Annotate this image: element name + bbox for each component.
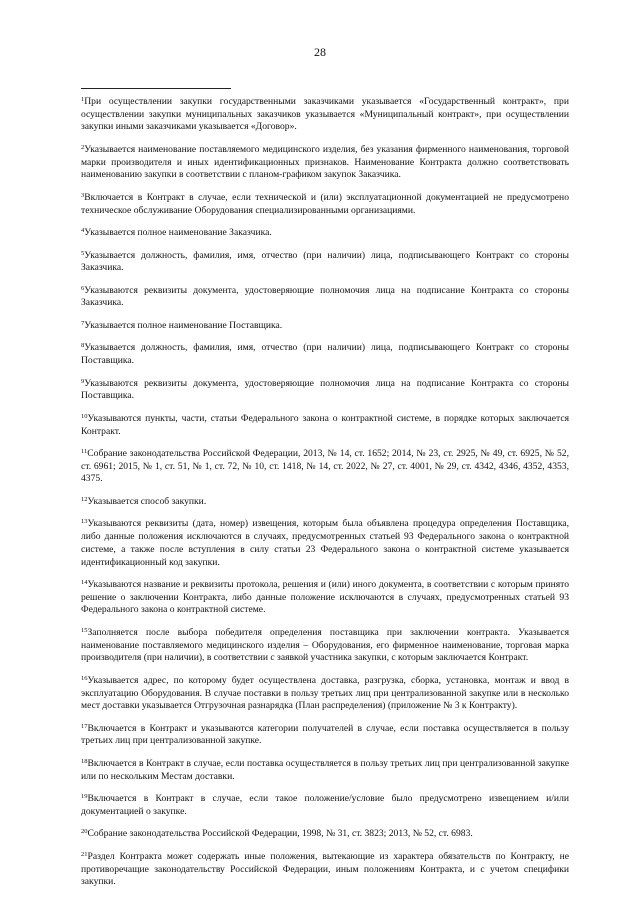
footnote <box>81 758 569 783</box>
footnote-text: Включается в Контракт в случае, если поставка осуществляется в пользу третьих лиц при централизованной закупке или по нескольким Местам доставки. <box>81 757 569 782</box>
footnote-number: 13 <box>81 518 88 526</box>
footnote <box>81 378 569 403</box>
footnote-number: 20 <box>81 828 88 836</box>
footnote-text: Указываются реквизиты документа, удостоверяющие полномочия лица на подписание Контракта со стороны Заказчика. <box>81 284 569 309</box>
footnotes-list <box>81 96 569 899</box>
footnote-number: 18 <box>81 757 88 765</box>
footnote <box>81 342 569 367</box>
footnote <box>81 144 569 182</box>
footnote-text: Указывается полное наименование Поставщика. <box>84 319 283 331</box>
footnote-text: Указывается полное наименование Заказчика. <box>84 227 272 239</box>
footnote-text: Заполняется после выбора победителя определения поставщика при заключении контракта. Указывается наименование поставляемого медицинского изделия – Оборудования, его фирменное наименование, торговая марка производителя (при наличии), в соответствии с заявкой участника закупки, с которым заключается Контракт. <box>81 626 569 664</box>
footnote-text: Указываются реквизиты документа, удостоверяющие полномочия лица на подписание Контракта со стороны Поставщика. <box>81 377 569 402</box>
footnote <box>81 496 569 509</box>
footnote <box>81 793 569 818</box>
footnote-text: Указываются реквизиты (дата, номер) извещения, которым была объявлена процедура определения Поставщика, либо данные положения исключаются в случаях, предусмотренных статьей 93 Федерального закона о контрактной системе, а также после вступления в силу статьи 23 Федерального закона о контрактной системе указывается идентификационный код закупки. <box>81 518 569 568</box>
footnote <box>81 627 569 665</box>
footnote-number: 5 <box>81 249 85 257</box>
footnote <box>81 320 569 333</box>
footnote-number: 3 <box>81 191 85 199</box>
footnote <box>81 518 569 569</box>
footnote-number: 21 <box>81 850 88 858</box>
footnote <box>81 96 569 134</box>
footnote-text: Указываются название и реквизиты протокола, решения и (или) иного документа, в соответствии с которым принято решение о заключении Контракта, либо данные положение исключаются в случаях, предусмотренных статьей 93 Федерального закона о контрактной системе. <box>81 579 569 616</box>
footnote <box>81 851 569 889</box>
footnote-number: 7 <box>81 319 85 327</box>
footnote-number: 15 <box>81 626 88 634</box>
footnote-text: Указывается способ закупки. <box>87 495 207 507</box>
footnote-number: 16 <box>81 674 88 682</box>
footnote-number: 17 <box>81 722 88 730</box>
footnote <box>81 828 569 841</box>
footnote-number: 8 <box>81 342 85 350</box>
footnote-number: 12 <box>81 495 88 503</box>
footnote-text: Собрание законодательства Российской Федерации, 2013, № 14, ст. 1652; 2014, № 23, ст. 2925, № 49, ст. 6925, № 52, ст. 6961; 2015, № 1, ст. 51, № 1, ст. 72, № 10, ст. 1418, № 14, ст. 2022, № 27, ст. 4001, № 29, ст. 4342, 4346, 4352, 4353, 4375. <box>81 448 569 485</box>
footnote-text: Указывается должность, фамилия, имя, отчество (при наличии) лица, подписывающего Контракт со стороны Поставщика. <box>81 342 569 367</box>
footnote-number: 11 <box>81 448 88 456</box>
footnote <box>81 675 569 713</box>
footnote-text: При осуществлении закупки государственными заказчиками указывается «Государственный контракт», при осуществлении закупки муниципальных заказчиков указывается «Муниципальный контракт», при осуществлении закупки иными заказчиками указывается «Договор». <box>81 96 569 133</box>
footnote-number: 14 <box>81 579 88 587</box>
footnote <box>81 723 569 748</box>
footnote-text: Указывается адрес, по которому будет осуществлена доставка, разгрузка, сборка, установка, монтаж и ввод в эксплуатацию Оборудования. В случае поставки в пользу третьих лиц при централизованной закупке или в несколько мест доставки указывается Отгрузочная разнарядка (План распределения) (приложение № 3 к Контракту). <box>81 674 569 712</box>
footnote <box>81 227 569 240</box>
footnote <box>81 448 569 486</box>
footnote-number: 19 <box>81 793 88 801</box>
footnote-text: Включается в Контракт и указываются категории получателей в случае, если поставка осуществляется в пользу третьих лиц при централизованной закупке. <box>81 722 569 747</box>
footnote-text: Включается в Контракт в случае, если такое положение/условие было предусмотрено извещением и/или документацией о закупке. <box>81 793 569 817</box>
footnote-number: 10 <box>81 412 88 420</box>
footnote <box>81 285 569 310</box>
footnote-text: Раздел Контракта может содержать иные положения, вытекающие из характера обязательств по Контракту, не противоречащие законодательству Российской Федерации, иным положениям Контракта, и с учетом специфики закупки. <box>81 850 569 888</box>
page-number: 28 <box>314 45 326 59</box>
footnote-text: Указываются пункты, части, статьи Федерального закона о контрактной системе, в порядке которых заключается Контракт. <box>81 412 569 437</box>
footnote <box>81 413 569 438</box>
footnote-number: 9 <box>81 377 85 385</box>
footnote-number: 1 <box>81 96 85 103</box>
footnote-number: 2 <box>81 143 85 151</box>
footnote-text: Включается в Контракт в случае, если технической и (или) эксплуатационной документацией не предусмотрено техническое обслуживание Оборудования специализированными организациями. <box>81 191 569 216</box>
footnote-number: 6 <box>81 284 85 292</box>
footnote <box>81 579 569 617</box>
footnote-text: Указывается наименование поставляемого медицинского изделия, без указания фирменного наименования, торговой марки производителя и иных идентификационных признаков. Наименование Контракта должно соответствовать наименованию закупки в соответствии с планом-графиком закупок Заказчика. <box>81 143 569 181</box>
footnote-text: Указывается должность, фамилия, имя, отчество (при наличии) лица, подписывающего Контракт со стороны Заказчика. <box>81 249 569 274</box>
footnote-separator <box>81 88 231 89</box>
footnote-number: 4 <box>81 227 85 235</box>
footnote <box>81 192 569 217</box>
footnote-text: Собрание законодательства Российской Федерации, 1998, № 31, ст. 3823; 2013, № 52, ст. 6983. <box>87 828 473 840</box>
footnote <box>81 250 569 275</box>
